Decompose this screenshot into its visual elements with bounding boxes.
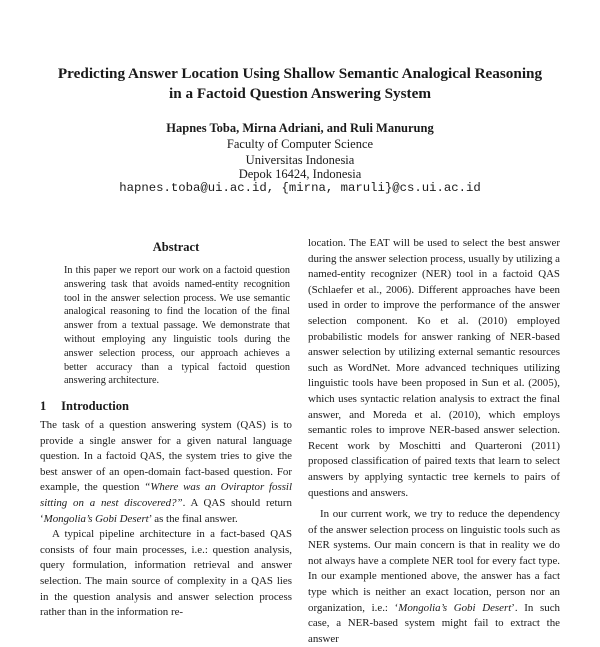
example-question: “Where was an Oviraptor fossil sitting on a nest discovered?” (40, 481, 292, 509)
abstract-heading: Abstract (152, 240, 200, 254)
affiliation-faculty: Faculty of Computer Science (226, 137, 374, 151)
example-answer: Mongolia’s Gobi Desert (43, 512, 149, 525)
title-line-1: Predicting Answer Location Using Shallow Semantic Analogical Reasoning (57, 65, 543, 82)
abstract-text: In this paper we report our work on a factoid question answering task that avoids named-entity recognition tool in the answer selection process. We use semantic analogical reasoning to find the location of the final answer from a textual passage. We demonstrate that without employing any linguistic tools during the answer selection process, our approach achieves a better accuracy than a typical factoid question answering architecture. (64, 265, 290, 387)
author-emails: hapnes.toba@ui.ac.id, {mirna, maruli}@cs.ui.ac.id (119, 181, 481, 195)
intro-paragraph-1: The task of a question answering system (QAS) is to provide a single answer for a given natural language question. In a factoid QAS, the system tries to give the best answer of an open-domain fact-based question. For example, the question “Where was an Oviraptor fossil sitting on a nest discovered?”. A QAS should return ‘Mongolia’s Gobi Desert’ as the final answer. (40, 419, 292, 525)
affiliation-address: Depok 16424, Indonesia (238, 167, 362, 181)
example-answer-repeat: Mongolia’s Gobi Desert (398, 601, 512, 614)
right-column-body (308, 236, 560, 647)
paper-title (0, 64, 600, 104)
authors: Hapnes Toba, Mirna Adriani, and Ruli Manurung (166, 121, 434, 135)
section-title: Introduction (61, 399, 129, 413)
intro-paragraph-3: location. The EAT will be used to select the best answer during the answer selection process, usually by utilizing a named-entity recognizer (NER) tool in a factoid QAS (Schlaefer et al., 2006). Different approaches have been used in order to improve the performance of the answer selection component. Ko et al. (2010) employed probabilistic models for answer ranking of NER-based answer selection by utilizing external semantic resources such as WordNet. More advanced techniques utilizing linguistic tools have been proposed in Sun et al. (2005), which uses syntactic relation analysis to extract the final answer, and Moreda et al. (2010), which employs semantic roles to improve NER-based answer selection. Recent work by Moschitti and Quarteroni (2011) proposed classification of paired texts that learn to select answers by applying syntactic tree kernels to pairs of questions and answers. (308, 237, 560, 499)
affiliation-university: Universitas Indonesia (245, 153, 355, 167)
title-line-2: in a Factoid Question Answering System (169, 85, 431, 102)
left-column-body (40, 418, 292, 621)
section-number: 1 (40, 399, 47, 413)
section-heading-introduction (40, 399, 129, 414)
intro-paragraph-4: In our current work, we try to reduce the dependency of the answer selection process on linguistic tools such as NER systems. Our main concern is that in reality we do not always have a complete NER tool for every fact type. In our example mentioned above, the answer has a fact type which is neither an exact location, person nor an organization, i.e.: ‘Mongolia’s Gobi Desert’. In such case, a NER-based system might fail to extract the answer (308, 508, 560, 645)
intro-paragraph-2: A typical pipeline architecture in a fact-based QAS consists of four main processes, i.e.: question analysis, query formulation, information retrieval and answer selection. The main source of complexity in a QAS lies in the question analysis and answer selection process rather than in the information re- (40, 528, 292, 619)
